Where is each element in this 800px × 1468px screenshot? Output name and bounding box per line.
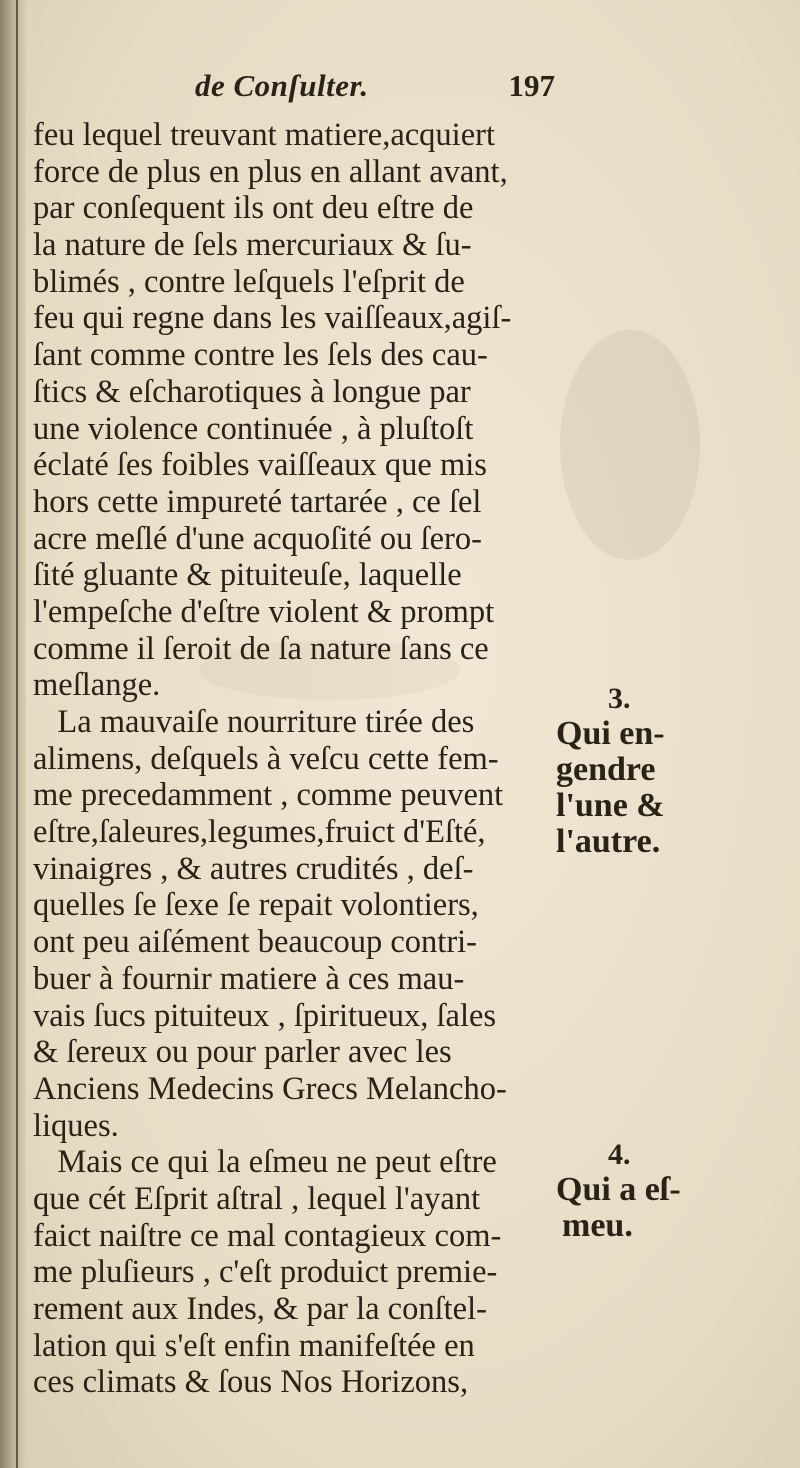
text-line: blimés , contre leſquels l'eſprit de	[33, 263, 465, 300]
text-line: une violence continuée , à pluſtoſt	[33, 410, 474, 447]
text-line: meſlange.	[33, 667, 161, 704]
text-line: me pluſieurs , c'eſt produict premie-	[33, 1254, 498, 1291]
text-line: comme il ſeroit de ſa nature ſans ce	[33, 630, 489, 667]
text-line: quelles ſe ſexe ſe repait volontiers,	[33, 887, 479, 924]
text-line: force de plus en plus en allant avant,	[33, 153, 508, 190]
text-line: & ſereux ou pour parler avec les	[33, 1034, 452, 1071]
text-line: vinaigres , & autres crudités , deſ-	[33, 850, 474, 887]
text-line: ſant comme contre les ſels des cau-	[33, 337, 488, 374]
margin-note-line: l'autre.	[556, 823, 661, 860]
text-line: eſtre,ſaleures,legumes,fruict d'Eſté,	[33, 814, 486, 851]
margin-note-number: 3.	[608, 682, 631, 715]
text-line: l'empeſche d'eſtre violent & prompt	[33, 593, 495, 630]
text-line: rement aux Indes, & par la conſtel-	[33, 1291, 487, 1327]
body-text	[33, 117, 553, 1401]
text-line: que cét Eſprit aſtral , lequel l'ayant	[33, 1180, 481, 1217]
text-line: éclaté ſes foibles vaiſſeaux que mis	[33, 447, 487, 484]
text-line: buer à fournir matiere à ces mau-	[33, 960, 465, 997]
margin-note-4	[556, 1138, 800, 1244]
page-stain	[560, 330, 700, 560]
text-line: acre meſlé d'une acquoſité ou ſero-	[33, 520, 482, 557]
text-line: alimens, deſquels à veſcu cette fem-	[33, 740, 499, 777]
text-line: feu qui regne dans les vaiſſeaux,agiſ-	[33, 300, 512, 337]
text-line: liques.	[33, 1107, 119, 1144]
text-line: La mauvaiſe nourriture tirée des	[33, 704, 475, 740]
page-gutter	[0, 0, 26, 1468]
text-line: ſtics & eſcharotiques à longue par	[33, 373, 471, 410]
text-line: ces climats & ſous Nos Horizons,	[33, 1364, 469, 1401]
text-line: vais ſucs pituiteux , ſpiritueux, ſales	[33, 997, 497, 1034]
page-number: 197	[508, 68, 555, 103]
text-line: par conſequent ils ont deu eſtre de	[33, 190, 474, 227]
text-line: lation qui s'eſt enfin manifeſtée en	[33, 1327, 475, 1364]
margin-note-line: l'une &	[556, 787, 665, 824]
margin-note-line: meu.	[562, 1207, 633, 1244]
text-line: me precedamment , comme peuvent	[33, 777, 504, 814]
text-line: Mais ce qui la eſmeu ne peut eſtre	[33, 1144, 497, 1181]
text-line: ont peu aiſément beaucoup contri-	[33, 924, 478, 961]
page-header	[195, 68, 555, 112]
running-title: de Conſulter.	[195, 68, 369, 103]
margin-note-3	[556, 682, 800, 860]
margin-note-line: Qui en-	[556, 715, 665, 752]
margin-note-line: gendre	[556, 751, 656, 788]
text-line: faict naiſtre ce mal contagieux com-	[33, 1217, 502, 1254]
text-line: la nature de ſels mercuriaux & ſu-	[33, 227, 472, 264]
margin-note-line: Qui a eſ-	[556, 1171, 681, 1208]
text-line: ſité gluante & pituiteuſe, laquelle	[33, 557, 462, 594]
text-line: feu lequel treuvant matiere,acquiert	[33, 117, 495, 153]
binding-edge	[16, 0, 18, 1468]
text-line: hors cette impureté tartarée , ce ſel	[33, 483, 482, 520]
margin-note-number: 4.	[608, 1138, 631, 1171]
text-line: Anciens Medecins Grecs Melancho-	[33, 1070, 507, 1107]
